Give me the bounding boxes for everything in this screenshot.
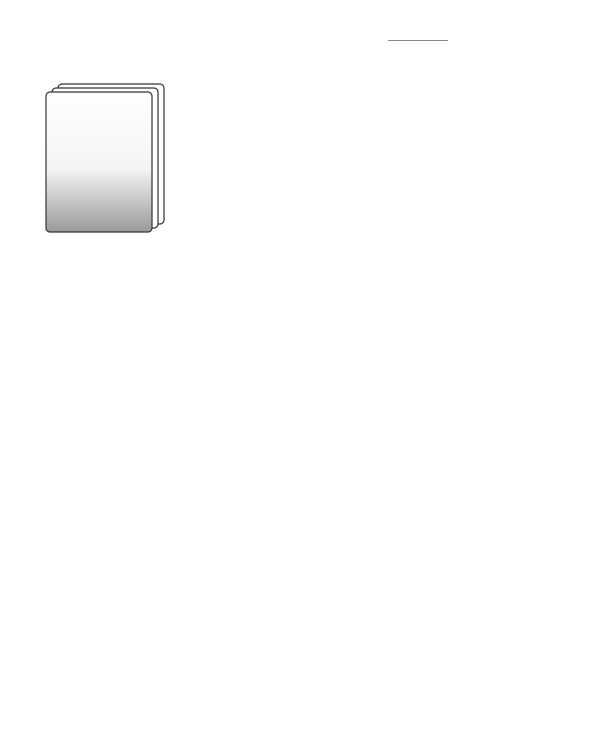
body-line <box>46 319 564 339</box>
body-line <box>46 599 564 619</box>
body-line-with-footnote <box>46 439 564 459</box>
body-line <box>46 259 564 279</box>
body-line <box>46 419 564 439</box>
body-line <box>46 279 564 299</box>
body-line <box>161 216 564 236</box>
body-line <box>46 499 564 519</box>
body-line <box>161 236 564 256</box>
body-line <box>46 299 564 319</box>
body-line <box>46 399 564 419</box>
body-line <box>46 359 564 379</box>
body-line <box>46 379 564 399</box>
body-line <box>46 559 564 579</box>
body-line <box>46 339 564 359</box>
body-line <box>46 519 564 539</box>
body-line <box>46 479 564 499</box>
body-line <box>46 459 564 479</box>
body-line <box>46 539 564 559</box>
body-line <box>46 579 564 599</box>
